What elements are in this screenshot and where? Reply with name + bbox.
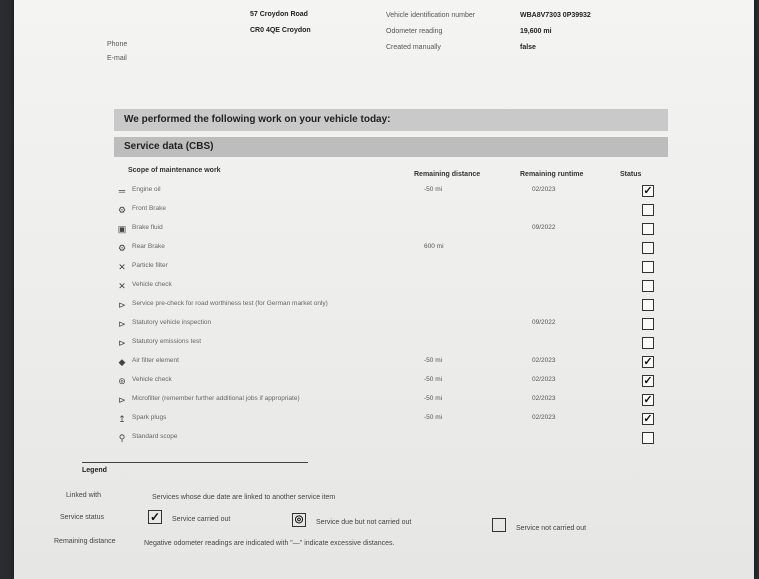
- table-row: [114, 260, 674, 278]
- status-checkbox[interactable]: [642, 337, 654, 349]
- phone-label: Phone: [107, 41, 128, 48]
- row-description: Statutory emissions test: [132, 338, 201, 345]
- status-checkbox[interactable]: [642, 261, 654, 273]
- brake-fluid-icon: ▣: [117, 224, 127, 234]
- row-description: Front Brake: [132, 205, 166, 212]
- row-remaining-runtime: 02/2023: [532, 186, 556, 193]
- status-checkbox[interactable]: ✓: [643, 185, 653, 197]
- service-data-banner: Service data (CBS): [114, 137, 668, 157]
- legend-not-done-text: Service not carried out: [516, 525, 587, 532]
- row-remaining-distance: -50 mi: [424, 395, 443, 402]
- status-checkbox[interactable]: ✓: [643, 356, 653, 368]
- runtime-column-header: Remaining runtime: [520, 171, 584, 178]
- legend-divider: [82, 462, 308, 463]
- status-checkbox[interactable]: [642, 432, 654, 444]
- status-column-header: Status: [620, 171, 642, 178]
- linked-with-label: Linked with: [66, 492, 102, 499]
- row-remaining-runtime: 09/2022: [532, 319, 556, 326]
- row-remaining-distance: 600 mi: [424, 243, 444, 250]
- row-description: Microfilter (remember further additional jobs if appropriate): [132, 395, 300, 402]
- row-description: Service pre-check for road worthiness test (for German market only): [132, 300, 328, 307]
- rear-brake-icon: ⚙: [117, 243, 127, 253]
- legend-done-text: Service carried out: [172, 516, 231, 523]
- legend-due-text: Service due but not carried out: [316, 519, 412, 526]
- service-status-label: Service status: [60, 514, 104, 521]
- legend-title: Legend: [82, 467, 107, 474]
- row-description: Particle filter: [132, 262, 168, 269]
- service-report-page: [14, 0, 754, 579]
- odometer-label: Odometer reading: [386, 28, 443, 35]
- roadworthiness-precheck-icon: ⊳: [118, 300, 126, 310]
- table-row: [114, 336, 674, 354]
- table-row: [114, 431, 674, 449]
- air-filter-icon: ◆: [118, 357, 126, 367]
- row-remaining-runtime: 02/2023: [532, 414, 556, 421]
- particle-filter-icon: ✕: [118, 262, 126, 272]
- row-remaining-distance: -50 mi: [424, 376, 443, 383]
- status-checkbox[interactable]: [642, 299, 654, 311]
- table-row: [114, 279, 674, 297]
- work-performed-banner: We performed the following work on your vehicle today:: [114, 109, 668, 131]
- workshop-line-3: CR0 4QE Croydon: [250, 27, 311, 34]
- row-description: Statutory vehicle inspection: [132, 319, 212, 326]
- vin-value: WBA8V7303 0P39932: [520, 12, 591, 19]
- legend-due-icon: ◎: [292, 513, 306, 527]
- row-remaining-runtime: 02/2023: [532, 357, 556, 364]
- row-description: Spark plugs: [132, 414, 167, 421]
- scope-column-header: Scope of maintenance work: [128, 167, 221, 174]
- distance-column-header: Remaining distance: [414, 171, 481, 178]
- status-checkbox[interactable]: ✓: [643, 413, 653, 425]
- status-checkbox[interactable]: [642, 223, 654, 235]
- table-row: [114, 393, 674, 411]
- email-label: E-mail: [107, 55, 127, 62]
- microfilter-icon: ⊳: [118, 395, 126, 405]
- status-checkbox[interactable]: [642, 318, 654, 330]
- workshop-line-2: 57 Croydon Road: [250, 11, 308, 18]
- row-remaining-distance: -50 mi: [424, 357, 443, 364]
- status-checkbox[interactable]: [642, 280, 654, 292]
- remaining-distance-text: Negative odometer readings are indicated with "—" indicate excessive distances.: [144, 540, 395, 547]
- spark-plug-icon: ↥: [118, 414, 126, 424]
- emissions-test-icon: ⊳: [118, 338, 126, 348]
- table-row: [114, 374, 674, 392]
- row-remaining-distance: -50 mi: [424, 414, 443, 421]
- table-row: [114, 355, 674, 373]
- table-row: [114, 222, 674, 240]
- table-row: [114, 298, 674, 316]
- legend-empty-box-icon: [492, 518, 506, 532]
- remaining-distance-label: Remaining distance: [54, 538, 116, 545]
- standard-scope-icon: ⚲: [118, 433, 126, 443]
- legend-checked-icon: ✓: [149, 510, 161, 524]
- created-manually-label: Created manually: [386, 44, 441, 51]
- table-row: [114, 317, 674, 335]
- table-row: [114, 412, 674, 430]
- engine-oil-icon: ═: [118, 186, 126, 196]
- vehicle-check-icon: ⊚: [118, 376, 126, 386]
- odometer-value: 19,600 mi: [520, 28, 552, 35]
- statutory-inspection-icon: ⊳: [118, 319, 126, 329]
- row-remaining-runtime: 02/2023: [532, 395, 556, 402]
- row-description: Brake fluid: [132, 224, 163, 231]
- row-description: Standard scope: [132, 433, 178, 440]
- row-remaining-runtime: 02/2023: [532, 376, 556, 383]
- status-checkbox[interactable]: [642, 204, 654, 216]
- table-row: [114, 184, 674, 202]
- front-brake-icon: ⚙: [117, 205, 127, 215]
- row-remaining-distance: -50 mi: [424, 186, 443, 193]
- status-checkbox[interactable]: ✓: [643, 375, 653, 387]
- table-row: [114, 241, 674, 259]
- table-row: [114, 203, 674, 221]
- row-description: Vehicle check: [132, 376, 172, 383]
- vin-label: Vehicle identification number: [386, 12, 476, 19]
- row-description: Air filter element: [132, 357, 179, 364]
- linked-with-text: Services whose due date are linked to another service item: [152, 494, 336, 501]
- vehicle-check-icon: ✕: [118, 281, 126, 291]
- status-checkbox[interactable]: ✓: [643, 394, 653, 406]
- status-checkbox[interactable]: [642, 242, 654, 254]
- row-description: Vehicle check: [132, 281, 172, 288]
- row-remaining-runtime: 09/2022: [532, 224, 556, 231]
- row-description: Engine oil: [132, 186, 161, 193]
- created-manually-value: false: [520, 44, 536, 51]
- row-description: Rear Brake: [132, 243, 165, 250]
